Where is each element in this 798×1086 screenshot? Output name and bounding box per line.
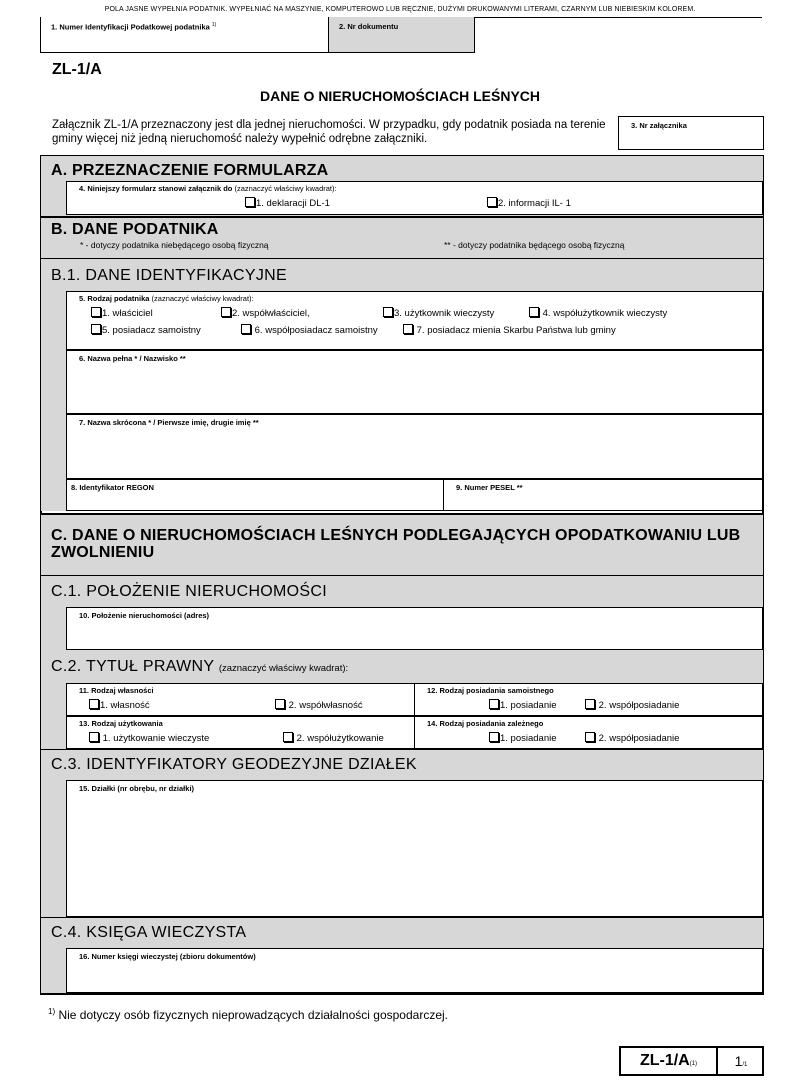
field-6-label: 6. Nazwa pełna * / Nazwisko ** (79, 354, 186, 363)
nip-footnote-marker: 1) (211, 22, 217, 28)
field-12-label: 12. Rodzaj posiadania samoistnego (427, 686, 554, 695)
section-b-title: B. DANE PODATNIKA (51, 221, 219, 238)
field-5-hint: (zaznaczyć właściwy kwadrat): (151, 294, 254, 303)
option-state-property-holder[interactable]: 7. posiadacz mienia Skarbu Państwa lub gminy (403, 324, 616, 336)
section-a-title: A. PRZEZNACZENIE FORMULARZA (51, 162, 329, 179)
field-14-dependent-possession (414, 716, 763, 749)
field-14-label: 14. Rodzaj posiadania zależnego (427, 719, 544, 728)
checkbox-co-ownership[interactable] (275, 699, 285, 709)
section-b-note-legal: * - dotyczy podatnika niebędącego osobą fizyczną (80, 240, 269, 250)
field-8-label: 8. Identyfikator REGON (71, 483, 154, 492)
field-12-independent-possession (414, 683, 763, 716)
header-instructions: POLA JASNE WYPEŁNIA PODATNIK. WYPEŁNIAĆ NA MASZYNIE, KOMPUTEROWO LUB RĘCZNIE, DUŻYMI DRUKOWANYMI LITERAMI, CZARNYM LUB NIEBIESKIM KOLOREM. (104, 6, 696, 13)
checkbox-perpetual-co-user[interactable] (529, 307, 539, 317)
field-10-label: 10. Położenie nieruchomości (adres) (79, 611, 210, 620)
checkbox-perpetual-user[interactable] (383, 307, 393, 317)
section-b-note-natural: ** - dotyczy podatnika będącego osobą fizyczną (444, 240, 625, 250)
footer-page-total: /1 (742, 1062, 748, 1068)
option-il1[interactable]: 2. informacji IL- 1 (487, 197, 571, 209)
checkbox-independent-co-holder[interactable] (241, 324, 251, 334)
field-7-label: 7. Nazwa skrócona * / Pierwsze imię, drugie imię ** (79, 418, 259, 427)
field-4-box (66, 181, 763, 215)
checkbox-possession-12[interactable] (489, 699, 499, 709)
field-6-full-name[interactable] (66, 350, 763, 414)
field-15-parcels[interactable] (66, 780, 763, 917)
option-perpetual-co-user[interactable]: 4. współużytkownik wieczysty (529, 307, 667, 319)
c3-title: C.3. IDENTYFIKATORY GEODEZYJNE DZIAŁEK (51, 756, 417, 773)
checkbox-dl1[interactable] (245, 197, 255, 207)
field-4-label: 4. Niniejszy formularz stanowi załącznik do (79, 184, 233, 193)
c4-divider (41, 917, 763, 918)
option-perpetual-usage[interactable]: 1. użytkowanie wieczyste (89, 732, 209, 744)
footer-box (619, 1046, 764, 1076)
intro-text: Załącznik ZL-1/A przeznaczony jest dla jednej nieruchomości. W przypadku, gdy podatnik posiada na terenie gminy więcej niż jedną nieruchomość należy wypełnić odrębne załączniki. (52, 119, 606, 145)
footnote-marker: 1) (48, 1007, 56, 1016)
field-5-label: 5. Rodzaj podatnika (79, 294, 150, 303)
field-15-label: 15. Działki (nr obrębu, nr działki) (79, 784, 195, 793)
option-dl1[interactable]: 1. deklaracji DL-1 (245, 197, 330, 209)
checkbox-co-owner[interactable] (221, 307, 231, 317)
attachment-number-label: 3. Nr załącznika (631, 121, 687, 130)
option-possession-12[interactable]: 1. posiadanie (489, 699, 557, 711)
attachment-number-field[interactable] (618, 116, 764, 150)
field-9-label: 9. Numer PESEL ** (456, 483, 523, 492)
c1-divider (41, 575, 763, 576)
b1-divider (41, 258, 763, 259)
field-8-regon[interactable] (66, 479, 444, 511)
c1-title: C.1. POŁOŻENIE NIERUCHOMOŚCI (51, 583, 327, 600)
field-16-land-register[interactable] (66, 948, 763, 993)
checkbox-co-possession-12[interactable] (585, 699, 595, 709)
checkbox-owner[interactable] (91, 307, 101, 317)
option-co-ownership[interactable]: 2. współwłasność (275, 699, 363, 711)
checkbox-possession-14[interactable] (489, 732, 499, 742)
footnote-text: Nie dotyczy osób fizycznych nieprowadzących działalności gospodarczej. (58, 1008, 448, 1022)
option-perpetual-user[interactable]: 3. użytkownik wieczysty (383, 307, 494, 319)
nip-field[interactable] (40, 17, 329, 53)
option-independent-holder[interactable]: 5. posiadacz samoistny (91, 324, 201, 336)
field-7-short-name[interactable] (66, 414, 763, 479)
field-13-label: 13. Rodzaj użytkowania (79, 719, 163, 728)
footer-page-number: 1 (734, 1053, 743, 1069)
checkbox-co-possession-14[interactable] (585, 732, 595, 742)
option-independent-co-holder[interactable]: 6. współposiadacz samoistny (241, 324, 378, 336)
checkbox-il1[interactable] (487, 197, 497, 207)
option-possession-14[interactable]: 1. posiadanie (489, 732, 557, 744)
form-code: ZL-1/A (52, 61, 102, 78)
field-11-ownership (66, 683, 415, 716)
b1-title: B.1. DANE IDENTYFIKACYJNE (51, 267, 287, 284)
footer-form-code: ZL-1/A (639, 1052, 690, 1069)
field-10-address[interactable] (66, 607, 763, 650)
c2-title: C.2. TYTUŁ PRAWNY (51, 658, 215, 675)
checkbox-state-property-holder[interactable] (403, 324, 413, 334)
c2-hint: (zaznaczyć właściwy kwadrat): (218, 663, 349, 674)
option-co-usage[interactable]: 2. współużytkowanie (283, 732, 384, 744)
field-9-pesel[interactable] (443, 479, 763, 511)
checkbox-independent-holder[interactable] (91, 324, 101, 334)
form-title: DANE O NIERUCHOMOŚCIACH LEŚNYCH (259, 88, 540, 104)
field-16-label: 16. Numer księgi wieczystej (zbioru dokumentów) (79, 952, 256, 961)
section-c-title: C. DANE O NIERUCHOMOŚCIACH LEŚNYCH PODLEGAJĄCYCH OPODATKOWANIU LUB ZWOLNIENIU (51, 527, 741, 561)
field-13-usage (66, 716, 415, 749)
c4-title: C.4. KSIĘGA WIECZYSTA (51, 924, 247, 941)
option-ownership[interactable]: 1. własność (89, 699, 150, 711)
document-number-label: 2. Nr dokumentu (339, 22, 399, 31)
checkbox-co-usage[interactable] (283, 732, 293, 742)
c3-divider (41, 749, 763, 750)
option-owner[interactable]: 1. właściciel (91, 307, 153, 319)
field-5-box (66, 291, 763, 350)
footer-form-version: (1) (689, 1061, 698, 1067)
option-co-possession-14[interactable]: 2. współposiadanie (585, 732, 679, 744)
checkbox-ownership[interactable] (89, 699, 99, 709)
checkbox-perpetual-usage[interactable] (89, 732, 99, 742)
document-number-field[interactable] (328, 17, 475, 53)
option-co-possession-12[interactable]: 2. współposiadanie (585, 699, 679, 711)
field-4-hint: (zaznaczyć właściwy kwadrat): (234, 184, 337, 193)
nip-label: 1. Numer Identyfikacji Podatkowej podatnika (51, 22, 210, 32)
option-co-owner[interactable]: 2. współwłaściciel, (221, 307, 310, 319)
field-11-label: 11. Rodzaj własności (79, 686, 154, 695)
